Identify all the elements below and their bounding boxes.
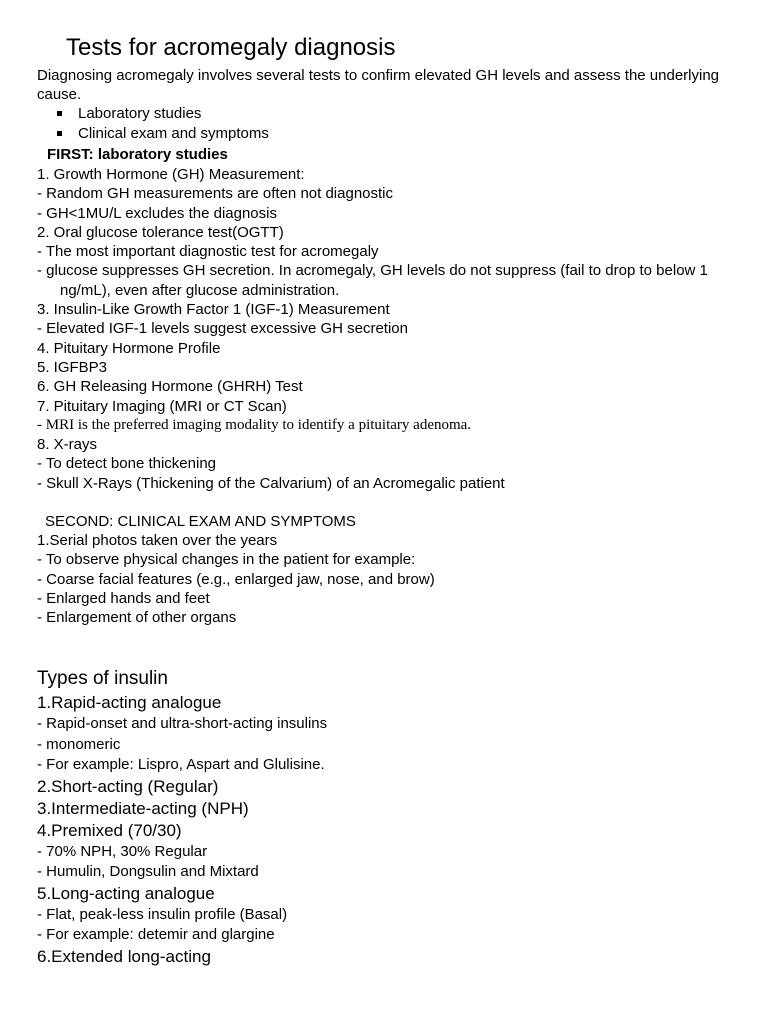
list-item: - Coarse facial features (e.g., enlarged jaw, nose, and brow) — [37, 570, 435, 588]
insulin-type: 3.Intermediate-acting (NPH) — [37, 798, 249, 818]
page-title: Tests for acromegaly diagnosis — [66, 34, 396, 61]
insulin-type: 1.Rapid-acting analogue — [37, 693, 222, 712]
list-item: - To detect bone thickening — [37, 455, 217, 473]
list-item: - glucose suppresses GH secretion. In acromegaly, GH levels do not suppress (fail to drop to below 1 ng/mL), even after glucose administration. — [37, 262, 708, 299]
clinical-list — [37, 531, 435, 627]
list-item: 3. Insulin-Like Growth Factor 1 (IGF-1) Measurement — [37, 301, 390, 319]
list-item: - Humulin, Dongsulin and Mixtard — [37, 863, 259, 880]
list-item: - Elevated IGF-1 levels suggest excessive GH secretion — [37, 320, 408, 338]
list-item: - Random GH measurements are often not diagnostic — [37, 185, 394, 203]
bullet-list — [37, 104, 269, 143]
laboratory-list — [37, 165, 760, 493]
list-item: 8. X-rays — [37, 436, 98, 454]
section-heading-laboratory: FIRST: laboratory studies — [47, 146, 228, 163]
list-item: - 70% NPH, 30% Regular — [37, 842, 208, 860]
list-item: - Enlargement of other organs — [37, 609, 237, 627]
list-item: 7. Pituitary Imaging (MRI or CT Scan) — [37, 397, 287, 415]
list-item: 4. Pituitary Hormone Profile — [37, 339, 221, 357]
list-item: 6. GH Releasing Hormone (GHRH) Test — [37, 378, 303, 396]
list-item: - Skull X-Rays (Thickening of the Calvarium) of an Acromegalic patient — [37, 474, 505, 492]
list-item: 1.Serial photos taken over the years — [37, 532, 278, 549]
bullet-item — [37, 124, 269, 144]
list-item: - For example: Lispro, Aspart and Glulisine. — [37, 756, 325, 773]
list-item: - The most important diagnostic test for acromegaly — [37, 243, 379, 261]
insulin-type: 4.Premixed (70/30) — [37, 820, 182, 840]
section-heading-insulin: Types of insulin — [37, 668, 168, 689]
list-item: - For example: detemir and glargine — [37, 926, 275, 943]
intro-paragraph: Diagnosing acromegaly involves several tests to confirm elevated GH levels and assess the underlying cause. — [37, 67, 720, 103]
list-item: - To observe physical changes in the patient for example: — [37, 551, 416, 569]
list-item: 2. Oral glucose tolerance test(OGTT) — [37, 223, 284, 241]
insulin-type: 2.Short-acting (Regular) — [37, 776, 219, 796]
bullet-text: Clinical exam and symptoms — [78, 124, 269, 142]
insulin-list — [37, 692, 327, 968]
list-item: - Enlarged hands and feet — [37, 589, 210, 607]
section-heading-clinical: SECOND: CLINICAL EXAM AND SYMPTOMS — [45, 513, 356, 530]
list-item: - MRI is the preferred imaging modality to identify a pituitary adenoma. — [37, 416, 472, 433]
list-item: 5. IGFBP3 — [37, 358, 108, 376]
list-item: - Rapid-onset and ultra-short-acting insulins — [37, 715, 328, 732]
bullet-item — [37, 104, 269, 124]
list-item: 1. Growth Hormone (GH) Measurement: — [37, 166, 305, 183]
square-bullet-icon — [57, 131, 62, 136]
insulin-type: 6.Extended long-acting — [37, 946, 211, 966]
square-bullet-icon — [57, 111, 62, 116]
list-item: - monomeric — [37, 735, 121, 753]
insulin-type: 5.Long-acting analogue — [37, 883, 215, 903]
list-item: - GH<1MU/L excludes the diagnosis — [37, 204, 277, 222]
list-item: - Flat, peak-less insulin profile (Basal) — [37, 905, 288, 923]
bullet-text: Laboratory studies — [78, 105, 202, 122]
